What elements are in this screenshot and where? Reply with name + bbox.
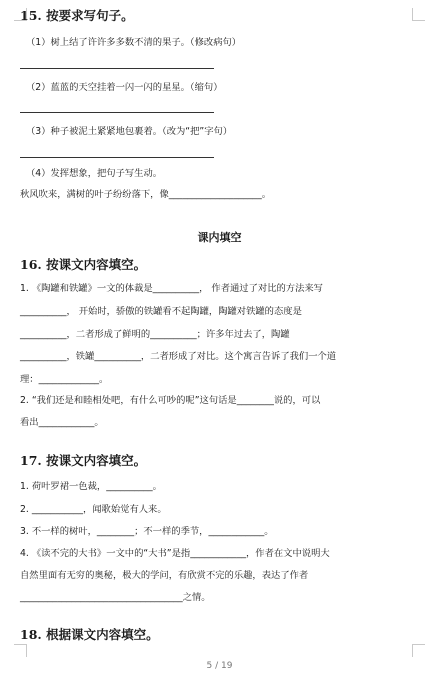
q17-line: ___________________________________之情。 <box>20 592 211 603</box>
q17-line: 1. 荷叶罗裙一色裁，__________。 <box>20 481 162 492</box>
crop-mark-bottom-left <box>14 644 27 657</box>
q16-line: 理：_____________。 <box>20 374 109 385</box>
q17-line: 自然里面有无穷的奥秘，极大的学问，有欣赏不完的乐趣，表达了作者 <box>20 570 309 581</box>
q15-item-1: （1）树上结了许许多多数不清的果子。（修改病句） <box>26 37 242 48</box>
q15-item-4: （4）发挥想象，把句子写生动。 <box>26 168 163 179</box>
q16-line: __________， 开始时，骄傲的铁罐看不起陶罐，陶罐对铁罐的态度是 <box>20 306 302 317</box>
q15-item-2: （2）蓝蓝的天空挂着一闪一闪的星星。（缩句） <box>26 82 223 93</box>
q16-line: __________，二者形成了鲜明的__________；许多年过去了，陶罐 <box>20 329 290 340</box>
q17-line: 3. 不一样的树叶，________；不一样的季节，____________。 <box>20 526 274 537</box>
q15-answer-line-3 <box>20 157 214 158</box>
q17-heading: 17. 按课文内容填空。 <box>20 453 147 468</box>
q16-line: 2. “我们还是和睦相处吧，有什么可吵的呢”这句话是________说的，可以 <box>20 395 321 406</box>
crop-mark-bottom-right <box>412 644 425 657</box>
q16-line: 1. 《陶罐和铁罐》一文的体裁是__________， 作者通过了对比的方法来写 <box>20 283 323 294</box>
section-title: 课内填空 <box>197 231 242 244</box>
q15-heading: 15. 按要求写句子。 <box>20 8 134 23</box>
page-number: 5 / 19 <box>206 661 233 671</box>
q17-line: 2. ___________，闻歌始觉有人来。 <box>20 504 167 515</box>
q15-item-3: （3）种子被泥土紧紧地包裹着。（改为“把”字句） <box>26 126 233 137</box>
q15-item-4-fill: 秋风吹来，满树的叶子纷纷落下，像____________________。 <box>20 189 272 200</box>
q17-line: 4. 《读不完的大书》一文中的“大书”是指____________，作者在文中说明大 <box>20 548 330 559</box>
q15-answer-line-1 <box>20 68 214 69</box>
q16-line: 看出____________。 <box>20 417 104 428</box>
q18-heading: 18. 根据课文内容填空。 <box>20 627 159 642</box>
q16-heading: 16. 按课文内容填空。 <box>20 257 147 272</box>
crop-mark-top-right <box>412 8 425 21</box>
q16-line: __________，铁罐__________，二者形成了对比。这个寓言告诉了我们一个道 <box>20 351 337 362</box>
q15-answer-line-2 <box>20 112 214 113</box>
